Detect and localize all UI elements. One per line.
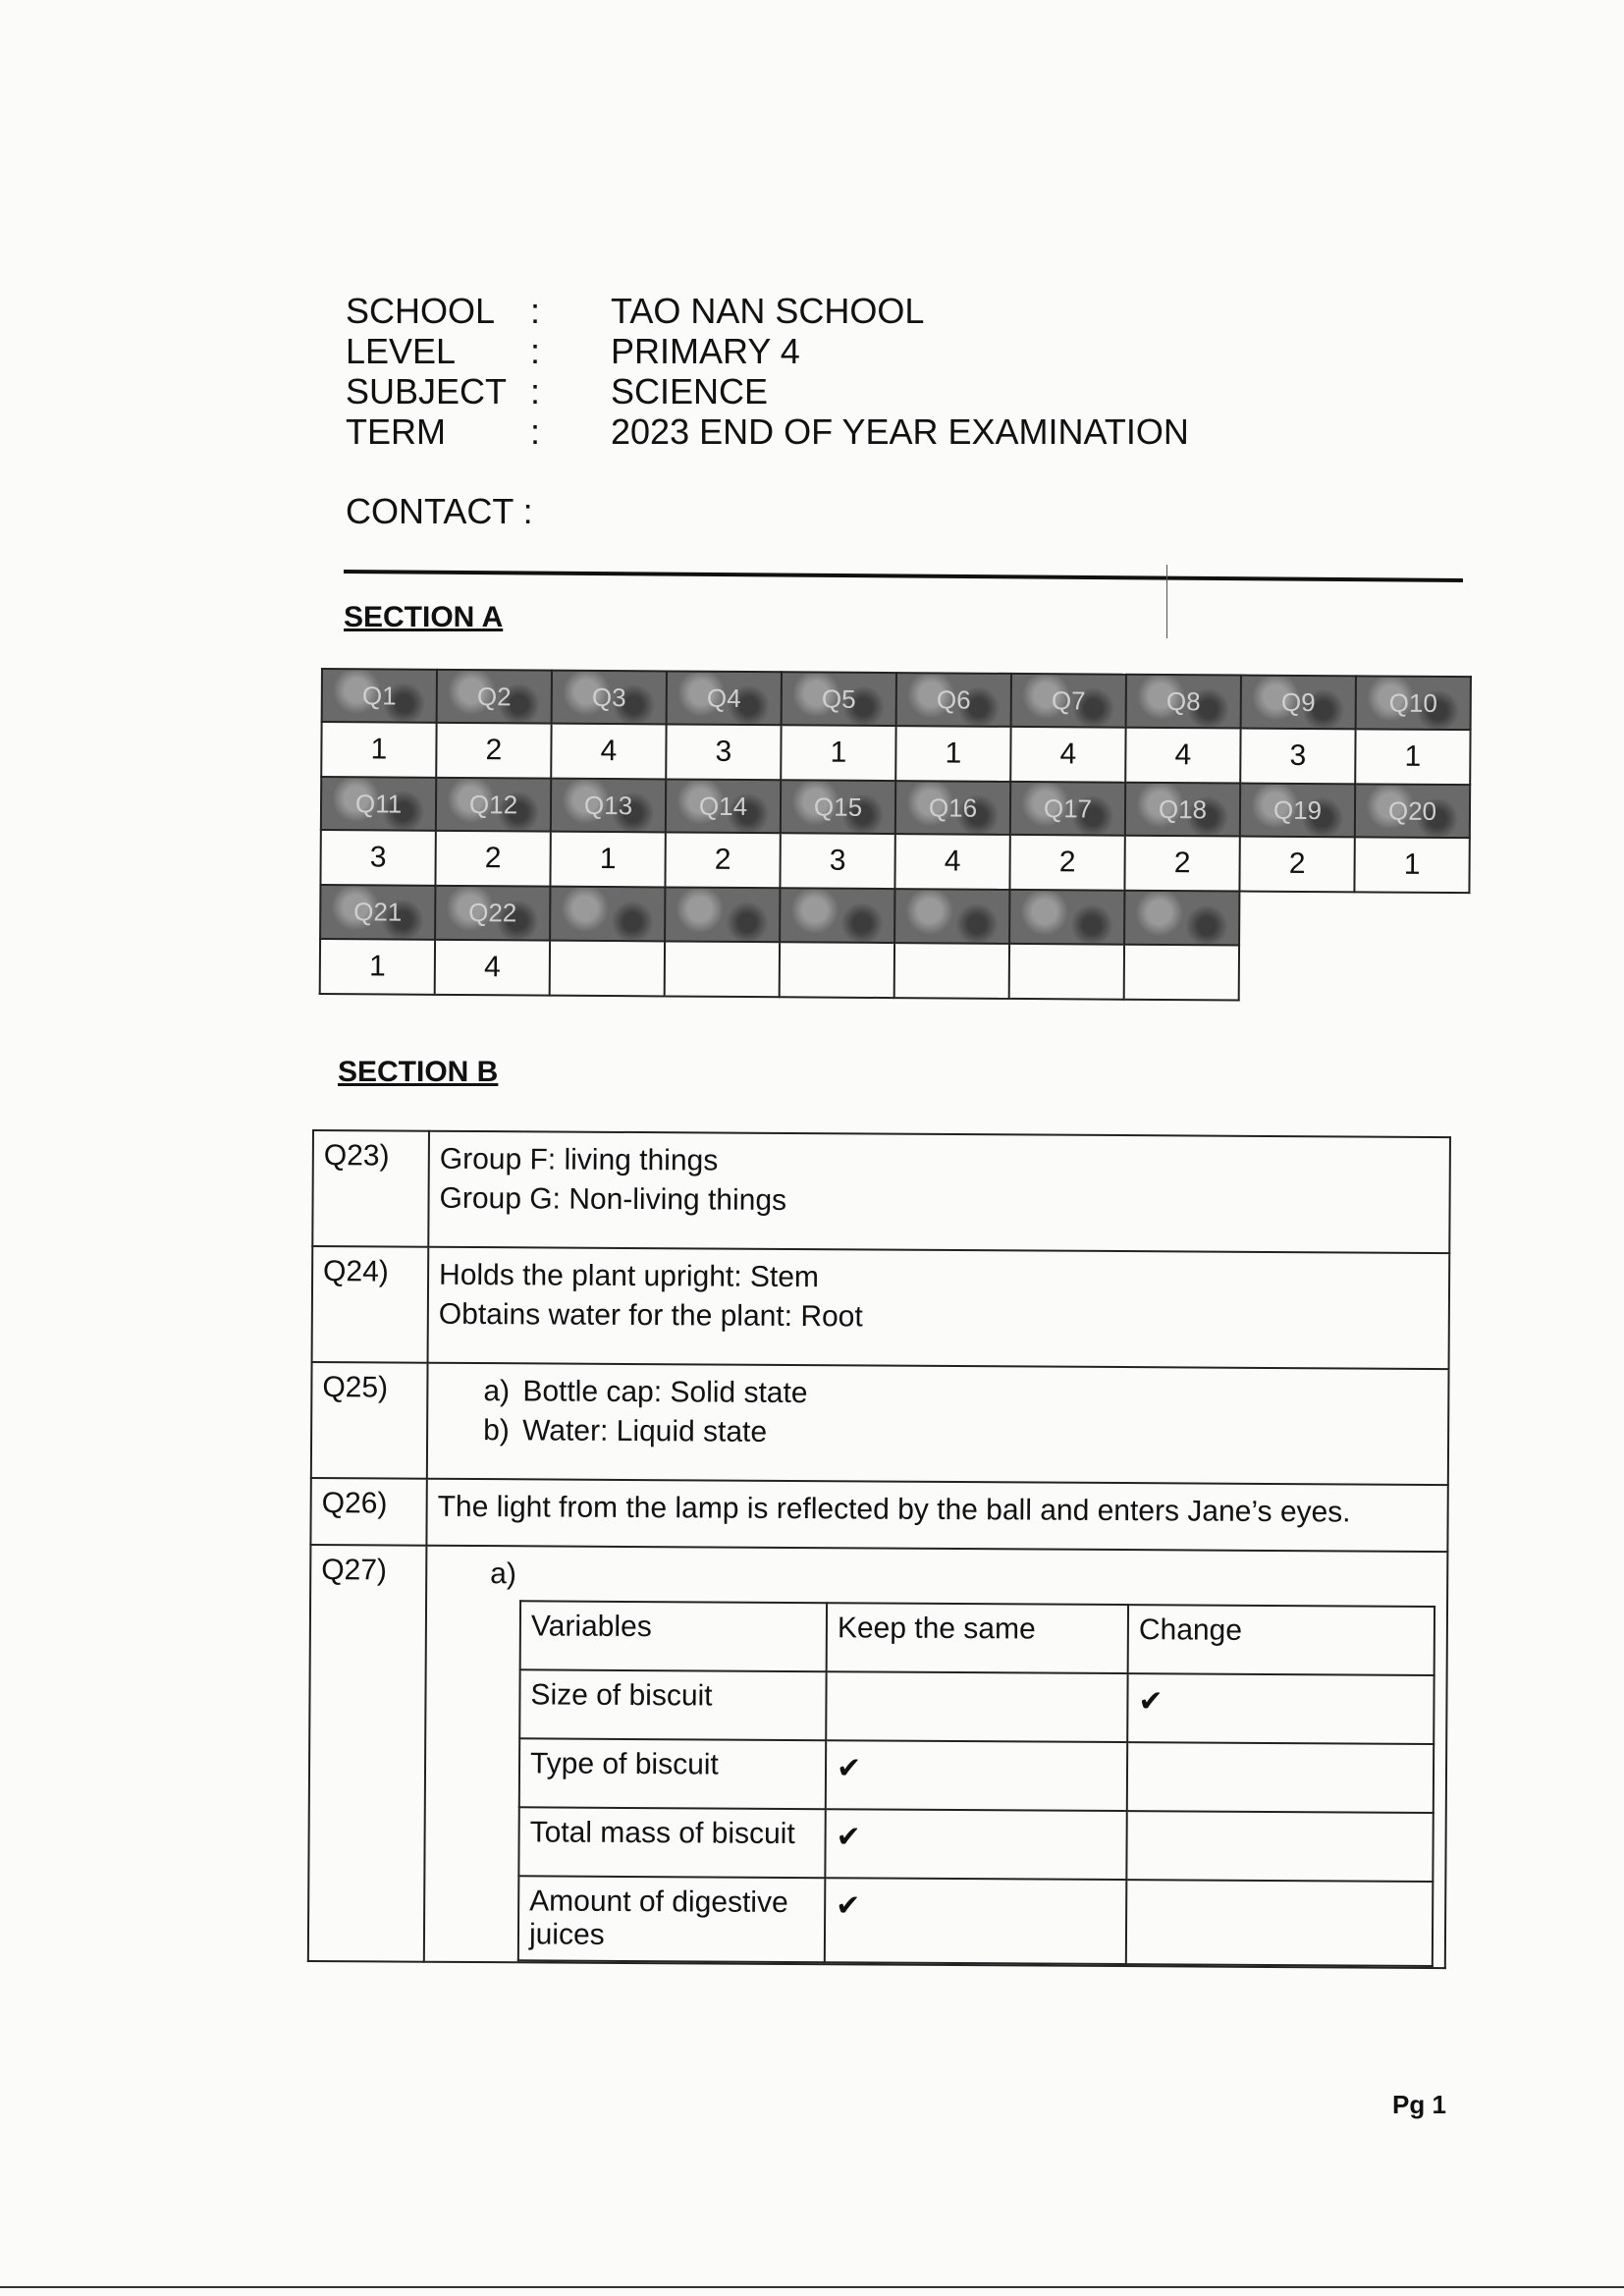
question-cell: Q11: [321, 777, 436, 831]
answer-row-q26: [310, 1478, 1447, 1552]
answer-cell: [1124, 945, 1239, 1001]
answer-cell: 1: [320, 939, 435, 995]
change-check: [1127, 1742, 1434, 1813]
column-header: Variables: [520, 1601, 827, 1671]
answer-cell: 2: [1239, 837, 1354, 893]
header-row-level: [346, 331, 1189, 371]
variables-header-row: [520, 1601, 1435, 1675]
answer-line: Group G: Non-living things: [439, 1181, 787, 1217]
header-label: LEVEL: [346, 331, 457, 371]
answer-cell: 3: [320, 830, 435, 886]
sub-answer-text: Water: Liquid state: [522, 1414, 768, 1449]
header-value: PRIMARY 4: [611, 331, 800, 371]
answer-cell: 4: [1125, 728, 1240, 784]
column-header: Change: [1128, 1605, 1435, 1675]
exam-header: [346, 291, 1189, 452]
section-a-answer-table: [319, 668, 1472, 1003]
answer-row: [320, 939, 1469, 1002]
question-cell: Q10: [1356, 676, 1471, 730]
answer-row-q24: [312, 1246, 1450, 1369]
answer-cell: [780, 942, 894, 998]
variables-row: [518, 1876, 1434, 1966]
question-cell: [550, 887, 665, 942]
header-colon: :: [530, 291, 541, 331]
question-cell: Q6: [896, 673, 1011, 727]
answer-cell: 1: [1354, 837, 1469, 893]
answer-line: Holds the plant upright: Stem: [438, 1258, 820, 1294]
header-colon: :: [530, 371, 541, 411]
change-check: ✔: [1127, 1673, 1434, 1744]
empty-cell: [1239, 946, 1354, 1002]
answer-cell: 2: [1124, 836, 1239, 892]
answer-content: [426, 1479, 1447, 1552]
answer-line: The light from the lamp is reflected by the ball and enters Jane’s eyes.: [437, 1490, 1351, 1529]
question-cell: Q18: [1125, 783, 1240, 837]
header-divider: [344, 570, 1463, 582]
answer-cell: 4: [551, 724, 666, 780]
change-check: [1126, 1811, 1433, 1882]
header-row-term: [346, 411, 1189, 452]
sub-answer-letter: b): [483, 1414, 510, 1448]
variable-name: Amount of digestive juices: [518, 1876, 826, 1962]
question-cell: Q12: [436, 778, 551, 832]
question-cell: Q21: [320, 885, 435, 940]
variables-row: [518, 1807, 1433, 1882]
sub-answer-letter: a): [483, 1375, 511, 1408]
answer-cell: 2: [436, 723, 551, 779]
footer-divider: [0, 2286, 1624, 2288]
variables-row: [519, 1738, 1434, 1813]
header-row-subject: [346, 371, 1189, 411]
answer-cell: 2: [435, 831, 550, 887]
section-b-answer-table: [307, 1129, 1451, 1969]
question-cell: Q9: [1241, 676, 1356, 730]
answer-row-q27: [308, 1545, 1448, 1968]
question-cell: Q20: [1355, 784, 1470, 838]
question-row: [321, 777, 1470, 838]
answer-line: Obtains water for the plant: Root: [438, 1297, 863, 1334]
answer-content: [427, 1363, 1449, 1485]
answer-cell: 4: [1010, 727, 1125, 783]
keep-same-check: [826, 1671, 1127, 1742]
question-cell: [1009, 890, 1124, 945]
question-cell: Q13: [551, 779, 666, 833]
answer-line: Group F: living things: [439, 1142, 719, 1177]
header-label: SCHOOL: [346, 291, 496, 331]
question-cell: Q16: [895, 781, 1010, 835]
empty-cell: [1354, 946, 1469, 1002]
empty-cell: [1239, 892, 1354, 947]
answer-cell: [665, 941, 780, 997]
change-check: [1126, 1880, 1434, 1966]
answer-cell: 1: [1355, 729, 1470, 785]
answer-content: [424, 1546, 1448, 1968]
header-value: SCIENCE: [611, 371, 769, 411]
sub-answer-text: Bottle cap: Solid state: [522, 1375, 808, 1410]
question-cell: [1124, 891, 1239, 946]
answer-row-q25: [311, 1362, 1449, 1485]
question-cell: Q3: [552, 671, 667, 725]
answer-cell: 4: [435, 940, 550, 996]
answer-cell: 1: [781, 725, 895, 781]
answer-cell: 1: [550, 832, 665, 888]
answer-cell: 3: [780, 833, 894, 889]
answer-cell: 4: [894, 834, 1009, 890]
answer-cell: [1009, 944, 1124, 1000]
question-cell: Q1: [322, 669, 437, 723]
header-colon: :: [530, 411, 541, 452]
question-number: Q27): [308, 1545, 427, 1962]
question-row: [322, 669, 1471, 730]
answer-cell: 2: [665, 832, 780, 888]
header-row-school: [346, 291, 1189, 331]
answer-cell: [550, 941, 665, 997]
question-cell: Q2: [437, 670, 552, 724]
answer-cell: 1: [895, 726, 1010, 782]
question-number: Q24): [312, 1246, 429, 1363]
question-cell: Q14: [666, 779, 781, 833]
page-number: Pg 1: [1392, 2090, 1446, 2119]
answer-cell: 2: [1009, 835, 1124, 891]
section-b-title: SECTION B: [338, 1056, 499, 1088]
question-cell: Q19: [1240, 784, 1355, 838]
answer-row-q23: [312, 1130, 1450, 1253]
keep-same-check: ✔: [825, 1809, 1126, 1880]
question-cell: Q17: [1010, 782, 1125, 836]
variable-name: Type of biscuit: [519, 1738, 826, 1809]
variables-table: [517, 1600, 1435, 1967]
header-label: TERM: [346, 411, 446, 452]
sub-answer: [438, 1372, 1437, 1417]
question-cell: Q5: [782, 672, 896, 726]
question-cell: Q7: [1011, 674, 1126, 728]
answer-cell: 3: [666, 724, 781, 780]
column-header: Keep the same: [827, 1603, 1128, 1673]
question-cell: Q15: [781, 780, 895, 834]
question-cell: Q22: [435, 886, 550, 941]
question-number: Q25): [311, 1362, 428, 1479]
answer-row: [320, 830, 1469, 893]
scan-mark: [1166, 565, 1167, 638]
question-row: [320, 885, 1469, 947]
question-number: Q26): [310, 1478, 426, 1546]
variable-name: Total mass of biscuit: [518, 1807, 825, 1878]
question-cell: Q8: [1126, 675, 1241, 729]
question-cell: [894, 889, 1009, 944]
variable-name: Size of biscuit: [519, 1669, 826, 1740]
answer-content: [428, 1131, 1450, 1253]
question-cell: [665, 887, 780, 942]
question-number: Q23): [312, 1130, 429, 1247]
empty-cell: [1354, 892, 1469, 947]
answer-cell: [894, 943, 1009, 999]
contact-label: CONTACT :: [346, 491, 533, 531]
answer-content: [428, 1247, 1450, 1369]
question-cell: Q4: [667, 671, 782, 725]
question-cell: [780, 888, 894, 943]
answer-cell: 3: [1240, 729, 1355, 785]
sub-answer: [438, 1411, 1437, 1456]
section-a-title: SECTION A: [344, 601, 504, 633]
answer-cell: 1: [321, 722, 436, 778]
sub-part-label: a): [490, 1558, 517, 1591]
answer-row: [321, 722, 1470, 785]
header-label: SUBJECT: [346, 371, 508, 411]
variables-row: [519, 1669, 1434, 1744]
keep-same-check: ✔: [826, 1740, 1127, 1811]
header-colon: :: [530, 331, 541, 371]
header-value: 2023 END OF YEAR EXAMINATION: [611, 411, 1189, 452]
header-value: TAO NAN SCHOOL: [611, 291, 925, 331]
keep-same-check: ✔: [825, 1878, 1127, 1964]
